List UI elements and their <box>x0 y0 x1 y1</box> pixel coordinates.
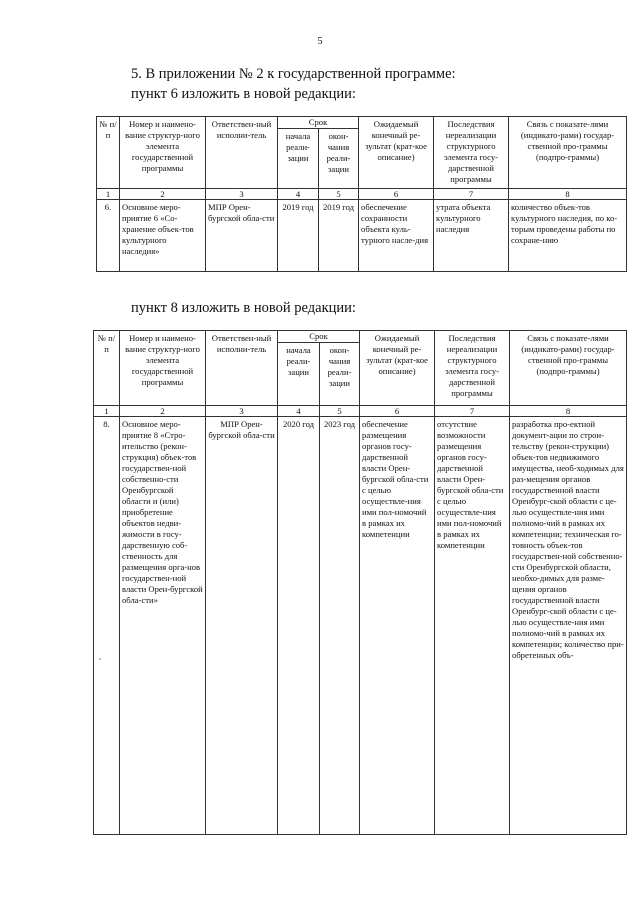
row-link: количество объек-тов культурного наследия, по ко-торым проведены работы по сохране-нию <box>509 200 627 272</box>
header-expected: Ожидаемый конечный ре-зультат (крат-кое описание) <box>359 117 434 189</box>
row-responsible: МПР Орен-бургской обла-сти <box>206 417 278 835</box>
row-consequences: утрата объекта культурного наследия <box>434 200 509 272</box>
header-num: № п/п <box>97 117 120 189</box>
row-expected: обеспечение сохранности объекта куль-турного насле-дия <box>359 200 434 272</box>
column-number: 7 <box>435 406 510 417</box>
column-number: 6 <box>359 189 434 200</box>
header-start: начала реали-зации <box>278 129 319 189</box>
section-heading-item-8: пункт 8 изложить в новой редакции: <box>131 300 356 316</box>
column-number: 3 <box>206 406 278 417</box>
column-number: 2 <box>120 189 206 200</box>
row-end: 2019 год <box>319 200 359 272</box>
row-consequences: отсутствие возможности размещения органов госу-дарственной власти Орен-бургской обла-сти с целью осуществле-ния ими пол-номочий в рамках их компетенции <box>435 417 510 835</box>
table-row <box>94 417 627 835</box>
header-start: начала реали-зации <box>278 343 320 406</box>
table-header-row <box>94 331 627 343</box>
column-number: 5 <box>320 406 360 417</box>
column-number: 1 <box>97 189 120 200</box>
header-term: Срок <box>278 331 360 343</box>
table-item-8 <box>93 330 627 835</box>
row-expected: обеспечение размещения органов госу-дарственной власти Орен-бургской обла-сти с целью осуществле-ния ими пол-номочий в рамках их компетенции <box>360 417 435 835</box>
table-item-6 <box>96 116 627 272</box>
header-end: окон-чания реали-зации <box>320 343 360 406</box>
row-start: 2020 год <box>278 417 320 835</box>
header-end: окон-чания реали-зации <box>319 129 359 189</box>
header-term: Срок <box>278 117 359 129</box>
row-end: 2023 год <box>320 417 360 835</box>
column-number: 8 <box>510 406 627 417</box>
section-heading-line-1: 5. В приложении № 2 к государственной программе: <box>131 66 456 82</box>
column-number: 8 <box>509 189 627 200</box>
row-responsible: МПР Орен-бургской обла-сти <box>206 200 278 272</box>
column-number: 4 <box>278 406 320 417</box>
table-header-row <box>97 117 627 129</box>
row-num: 6. <box>97 200 120 272</box>
header-consequences: Последствия нереализации структурного элемента госу-дарственной программы <box>434 117 509 189</box>
header-link: Связь с показате-лями (индикато-рами) государ-ственной про-граммы (подпро-граммы) <box>509 117 627 189</box>
row-start: 2019 год <box>278 200 319 272</box>
column-number: 2 <box>120 406 206 417</box>
column-number: 6 <box>360 406 435 417</box>
column-number: 5 <box>319 189 359 200</box>
table-row <box>97 200 627 272</box>
header-link: Связь с показате-лями (индикато-рами) государ-ственной про-граммы (подпро-граммы) <box>510 331 627 406</box>
column-number: 3 <box>206 189 278 200</box>
header-name: Номер и наимено-вание структур-ного элемента государственной программы <box>120 117 206 189</box>
column-numbers-row <box>94 406 627 417</box>
header-expected: Ожидаемый конечный ре-зультат (крат-кое описание) <box>360 331 435 406</box>
row-link: разработка про-ектной документ-ации по строи-тельству (рекон-струкции) объек-тов недвижимого имущества, необ-ходимых для раз-мещения органов государственной власти Оренбург-ской области с це-лью осуществле-ния ими полномо-чий в рамках их компетенции; техническая го-товность объек-тов государствен-ной собственно-сти Оренбургской области, необхо-димых для разме-щения органов государственной власти Оренбург-ской области с це-лью осуществле-ния ими полномо-чий в рамках их компетенции; количество при-обретенных объ- <box>510 417 627 835</box>
column-numbers-row <box>97 189 627 200</box>
header-num: № п/п <box>94 331 120 406</box>
header-name: Номер и наимено-вание структур-ного элемента государственной программы <box>120 331 206 406</box>
row-name: Основное меро-приятие 8 «Стро-ительство (рекон-струкция) объек-тов государствен-ной собственно-сти Оренбургской области и (или) приобретение объектов недви-жимости в госу-дарственную соб-ственность для размещения орга-нов государствен-ной власти Орен-бургской обла-сти» <box>120 417 206 835</box>
column-number: 7 <box>434 189 509 200</box>
row-name: Основное меро-приятие 6 «Со-хранение объек-тов культурного наследия» <box>120 200 206 272</box>
column-number: 4 <box>278 189 319 200</box>
header-responsible: Ответствен-ный исполни-тель <box>206 331 278 406</box>
column-number: 1 <box>94 406 120 417</box>
header-responsible: Ответствен-ный исполни-тель <box>206 117 278 189</box>
page-number: 5 <box>317 36 323 47</box>
section-heading-line-2: пункт 6 изложить в новой редакции: <box>131 86 356 102</box>
row-num: 8. <box>94 417 120 835</box>
scan-speck <box>99 658 101 660</box>
header-consequences: Последствия нереализации структурного элемента госу-дарственной программы <box>435 331 510 406</box>
